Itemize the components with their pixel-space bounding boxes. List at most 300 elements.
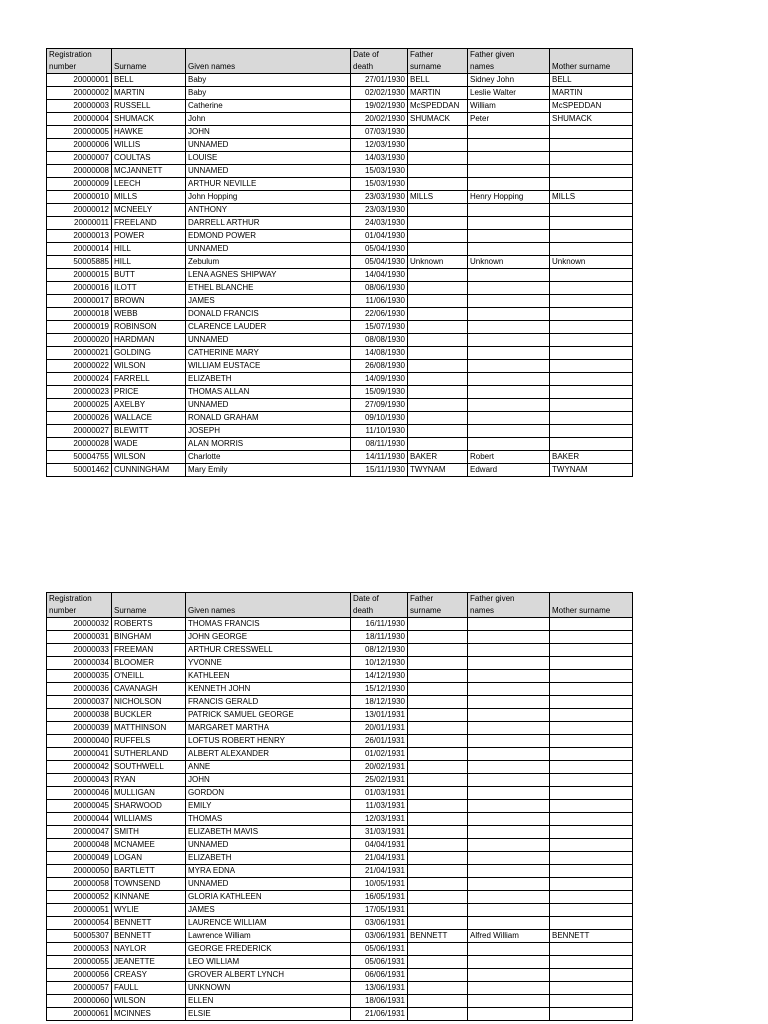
date-of-death-cell: 05/04/1930 (351, 256, 408, 269)
father-given-names-cell (468, 230, 550, 243)
registration-number-cell: 20000049 (47, 852, 112, 865)
father-given-names-cell (468, 399, 550, 412)
table-row (47, 334, 633, 347)
table-row (47, 74, 633, 87)
father-given-names-cell (468, 217, 550, 230)
father-surname-cell (408, 360, 468, 373)
mother-surname-cell (550, 748, 633, 761)
registration-number-cell: 20000012 (47, 204, 112, 217)
registration-number-cell: 20000037 (47, 696, 112, 709)
father-given-names-cell (468, 282, 550, 295)
registration-number-cell: 20000031 (47, 631, 112, 644)
given-names-cell: JOSEPH (186, 425, 351, 438)
surname-cell: KINNANE (112, 891, 186, 904)
table-row (47, 243, 633, 256)
father-surname-cell (408, 891, 468, 904)
surname-cell: FREELAND (112, 217, 186, 230)
registration-number-cell: 50005307 (47, 930, 112, 943)
registration-number-cell: 20000038 (47, 709, 112, 722)
father-given-names-cell (468, 774, 550, 787)
registration-number-cell: 20000020 (47, 334, 112, 347)
date-of-death-cell: 13/06/1931 (351, 982, 408, 995)
father-surname-cell (408, 334, 468, 347)
father-surname-cell: BENNETT (408, 930, 468, 943)
registration-number-cell: 20000055 (47, 956, 112, 969)
given-names-cell: UNKNOWN (186, 982, 351, 995)
date-of-death-cell: 09/10/1930 (351, 412, 408, 425)
date-of-death-cell: 12/03/1931 (351, 813, 408, 826)
date-of-death-cell: 14/03/1930 (351, 152, 408, 165)
father-surname-cell (408, 152, 468, 165)
father-given-names-cell: Edward (468, 464, 550, 477)
registration-number-cell: 20000015 (47, 269, 112, 282)
mother-surname-cell (550, 373, 633, 386)
surname-cell: MCNAMEE (112, 839, 186, 852)
surname-cell: SUTHERLAND (112, 748, 186, 761)
registration-number-cell: 50005885 (47, 256, 112, 269)
father-given-names-cell (468, 373, 550, 386)
date-of-death-cell: 06/06/1931 (351, 969, 408, 982)
surname-cell: CAVANAGH (112, 683, 186, 696)
registration-number-cell: 20000026 (47, 412, 112, 425)
father-given-names-cell (468, 321, 550, 334)
table-row (47, 165, 633, 178)
table-row (47, 956, 633, 969)
father-surname-cell (408, 735, 468, 748)
father-given-names-cell (468, 412, 550, 425)
table-row (47, 709, 633, 722)
surname-cell: GOLDING (112, 347, 186, 360)
father-surname-cell (408, 282, 468, 295)
header-date-of-death: Date of death (351, 49, 408, 74)
registration-number-cell: 20000023 (47, 386, 112, 399)
father-given-names-cell (468, 943, 550, 956)
surname-cell: FARRELL (112, 373, 186, 386)
registration-number-cell: 20000039 (47, 722, 112, 735)
registration-number-cell: 20000018 (47, 308, 112, 321)
table-row (47, 644, 633, 657)
header-father-surname: Father surname (408, 593, 468, 618)
table-row (47, 230, 633, 243)
surname-cell: HILL (112, 256, 186, 269)
date-of-death-cell: 14/09/1930 (351, 373, 408, 386)
father-given-names-cell (468, 295, 550, 308)
father-surname-cell: SHUMACK (408, 113, 468, 126)
given-names-cell: Baby (186, 74, 351, 87)
header-mother-surname: Mother surname (550, 49, 633, 74)
table-row (47, 683, 633, 696)
registration-number-cell: 20000056 (47, 969, 112, 982)
given-names-cell: THOMAS ALLAN (186, 386, 351, 399)
surname-cell: LOGAN (112, 852, 186, 865)
surname-cell: MCINNES (112, 1008, 186, 1021)
surname-cell: CUNNINGHAM (112, 464, 186, 477)
father-surname-cell: MILLS (408, 191, 468, 204)
registration-number-cell: 20000017 (47, 295, 112, 308)
registration-number-cell: 20000054 (47, 917, 112, 930)
date-of-death-cell: 04/04/1931 (351, 839, 408, 852)
date-of-death-cell: 18/06/1931 (351, 995, 408, 1008)
father-given-names-cell: Leslie Walter (468, 87, 550, 100)
mother-surname-cell (550, 425, 633, 438)
father-given-names-cell (468, 891, 550, 904)
registration-number-cell: 20000044 (47, 813, 112, 826)
surname-cell: MULLIGAN (112, 787, 186, 800)
surname-cell: RYAN (112, 774, 186, 787)
father-given-names-cell (468, 139, 550, 152)
surname-cell: SMITH (112, 826, 186, 839)
given-names-cell: ANNE (186, 761, 351, 774)
father-surname-cell (408, 1008, 468, 1021)
table-row (47, 982, 633, 995)
mother-surname-cell (550, 230, 633, 243)
father-given-names-cell (468, 631, 550, 644)
date-of-death-cell: 14/11/1930 (351, 451, 408, 464)
mother-surname-cell (550, 243, 633, 256)
surname-cell: HAWKE (112, 126, 186, 139)
registration-number-cell: 20000011 (47, 217, 112, 230)
father-given-names-cell (468, 904, 550, 917)
given-names-cell: Baby (186, 87, 351, 100)
surname-cell: HILL (112, 243, 186, 256)
table-header (47, 49, 633, 74)
date-of-death-cell: 31/03/1931 (351, 826, 408, 839)
mother-surname-cell (550, 321, 633, 334)
father-given-names-cell (468, 826, 550, 839)
mother-surname-cell: TWYNAM (550, 464, 633, 477)
father-given-names-cell (468, 709, 550, 722)
date-of-death-cell: 18/12/1930 (351, 696, 408, 709)
surname-cell: LEECH (112, 178, 186, 191)
father-surname-cell (408, 308, 468, 321)
table-row (47, 438, 633, 451)
surname-cell: NICHOLSON (112, 696, 186, 709)
surname-cell: WILLIS (112, 139, 186, 152)
surname-cell: WYLIE (112, 904, 186, 917)
table-row (47, 451, 633, 464)
mother-surname-cell (550, 399, 633, 412)
mother-surname-cell (550, 618, 633, 631)
father-surname-cell (408, 826, 468, 839)
given-names-cell: KENNETH JOHN (186, 683, 351, 696)
table-row (47, 865, 633, 878)
table-row (47, 826, 633, 839)
mother-surname-cell (550, 696, 633, 709)
registration-number-cell: 20000021 (47, 347, 112, 360)
father-surname-cell (408, 709, 468, 722)
date-of-death-cell: 13/01/1931 (351, 709, 408, 722)
surname-cell: BUTT (112, 269, 186, 282)
father-given-names-cell (468, 152, 550, 165)
date-of-death-cell: 27/01/1930 (351, 74, 408, 87)
father-surname-cell (408, 787, 468, 800)
table-row (47, 386, 633, 399)
father-surname-cell (408, 943, 468, 956)
registration-number-cell: 20000052 (47, 891, 112, 904)
father-given-names-cell (468, 425, 550, 438)
table-row (47, 282, 633, 295)
date-of-death-cell: 23/03/1930 (351, 191, 408, 204)
table-row (47, 464, 633, 477)
mother-surname-cell (550, 1008, 633, 1021)
table-row (47, 139, 633, 152)
date-of-death-cell: 14/08/1930 (351, 347, 408, 360)
registration-number-cell: 20000061 (47, 1008, 112, 1021)
surname-cell: WILLIAMS (112, 813, 186, 826)
mother-surname-cell (550, 722, 633, 735)
father-surname-cell (408, 412, 468, 425)
registration-number-cell: 20000008 (47, 165, 112, 178)
given-names-cell: DONALD FRANCIS (186, 308, 351, 321)
mother-surname-cell (550, 657, 633, 670)
father-given-names-cell (468, 917, 550, 930)
father-surname-cell (408, 917, 468, 930)
date-of-death-cell: 16/11/1930 (351, 618, 408, 631)
table-row (47, 373, 633, 386)
surname-cell: BENNETT (112, 917, 186, 930)
header-registration-number: Registration number (47, 49, 112, 74)
father-given-names-cell (468, 839, 550, 852)
registration-number-cell: 20000042 (47, 761, 112, 774)
given-names-cell: ANTHONY (186, 204, 351, 217)
surname-cell: WEBB (112, 308, 186, 321)
father-given-names-cell: Peter (468, 113, 550, 126)
mother-surname-cell (550, 165, 633, 178)
table-row (47, 839, 633, 852)
header-given-names: Given names (186, 49, 351, 74)
father-given-names-cell (468, 126, 550, 139)
father-given-names-cell (468, 878, 550, 891)
father-given-names-cell (468, 969, 550, 982)
given-names-cell: MARGARET MARTHA (186, 722, 351, 735)
mother-surname-cell (550, 683, 633, 696)
mother-surname-cell (550, 826, 633, 839)
father-given-names-cell (468, 696, 550, 709)
given-names-cell: GROVER ALBERT LYNCH (186, 969, 351, 982)
date-of-death-cell: 15/09/1930 (351, 386, 408, 399)
mother-surname-cell (550, 982, 633, 995)
mother-surname-cell (550, 178, 633, 191)
given-names-cell: ELIZABETH MAVIS (186, 826, 351, 839)
registration-number-cell: 20000058 (47, 878, 112, 891)
given-names-cell: UNNAMED (186, 839, 351, 852)
mother-surname-cell (550, 917, 633, 930)
registration-number-cell: 20000035 (47, 670, 112, 683)
date-of-death-cell: 07/03/1930 (351, 126, 408, 139)
date-of-death-cell: 11/06/1930 (351, 295, 408, 308)
father-given-names-cell: William (468, 100, 550, 113)
mother-surname-cell (550, 269, 633, 282)
father-surname-cell (408, 982, 468, 995)
mother-surname-cell: BENNETT (550, 930, 633, 943)
mother-surname-cell (550, 956, 633, 969)
father-surname-cell (408, 438, 468, 451)
table-row (47, 321, 633, 334)
table-row (47, 878, 633, 891)
surname-cell: CREASY (112, 969, 186, 982)
registration-number-cell: 20000057 (47, 982, 112, 995)
given-names-cell: ELIZABETH (186, 373, 351, 386)
mother-surname-cell (550, 761, 633, 774)
date-of-death-cell: 25/02/1931 (351, 774, 408, 787)
date-of-death-cell: 21/04/1931 (351, 852, 408, 865)
father-surname-cell (408, 670, 468, 683)
registration-number-cell: 20000053 (47, 943, 112, 956)
father-given-names-cell (468, 787, 550, 800)
surname-cell: MILLS (112, 191, 186, 204)
father-surname-cell (408, 217, 468, 230)
registration-number-cell: 20000046 (47, 787, 112, 800)
registration-number-cell: 20000001 (47, 74, 112, 87)
father-given-names-cell: Unknown (468, 256, 550, 269)
mother-surname-cell (550, 865, 633, 878)
registration-number-cell: 50001462 (47, 464, 112, 477)
given-names-cell: UNNAMED (186, 165, 351, 178)
registration-number-cell: 20000005 (47, 126, 112, 139)
table-row (47, 761, 633, 774)
mother-surname-cell (550, 295, 633, 308)
given-names-cell: CLARENCE LAUDER (186, 321, 351, 334)
table-row (47, 735, 633, 748)
mother-surname-cell (550, 787, 633, 800)
mother-surname-cell (550, 800, 633, 813)
registration-number-cell: 20000050 (47, 865, 112, 878)
header-mother-surname: Mother surname (550, 593, 633, 618)
father-surname-cell: Unknown (408, 256, 468, 269)
surname-cell: POWER (112, 230, 186, 243)
father-surname-cell (408, 618, 468, 631)
father-surname-cell (408, 178, 468, 191)
surname-cell: BUCKLER (112, 709, 186, 722)
surname-cell: WILSON (112, 995, 186, 1008)
surname-cell: ROBERTS (112, 618, 186, 631)
registration-number-cell: 20000045 (47, 800, 112, 813)
mother-surname-cell (550, 943, 633, 956)
given-names-cell: LENA AGNES SHIPWAY (186, 269, 351, 282)
father-surname-cell (408, 722, 468, 735)
given-names-cell: ELIZABETH (186, 852, 351, 865)
father-given-names-cell (468, 618, 550, 631)
date-of-death-cell: 03/06/1931 (351, 930, 408, 943)
given-names-cell: DARRELL ARTHUR (186, 217, 351, 230)
registration-number-cell: 20000048 (47, 839, 112, 852)
father-surname-cell (408, 399, 468, 412)
father-given-names-cell (468, 243, 550, 256)
registration-number-cell: 20000013 (47, 230, 112, 243)
father-given-names-cell (468, 683, 550, 696)
table-row (47, 178, 633, 191)
father-surname-cell (408, 321, 468, 334)
surname-cell: WILSON (112, 360, 186, 373)
father-given-names-cell (468, 178, 550, 191)
given-names-cell: EDMOND POWER (186, 230, 351, 243)
table-row (47, 631, 633, 644)
given-names-cell: THOMAS (186, 813, 351, 826)
father-surname-cell: MARTIN (408, 87, 468, 100)
date-of-death-cell: 20/01/1931 (351, 722, 408, 735)
father-surname-cell (408, 995, 468, 1008)
registration-number-cell: 20000032 (47, 618, 112, 631)
given-names-cell: ALAN MORRIS (186, 438, 351, 451)
given-names-cell: ARTHUR CRESSWELL (186, 644, 351, 657)
date-of-death-cell: 12/03/1930 (351, 139, 408, 152)
father-given-names-cell: Sidney John (468, 74, 550, 87)
mother-surname-cell (550, 360, 633, 373)
father-surname-cell (408, 865, 468, 878)
surname-cell: HARDMAN (112, 334, 186, 347)
mother-surname-cell (550, 670, 633, 683)
father-given-names-cell (468, 657, 550, 670)
registration-number-cell: 20000040 (47, 735, 112, 748)
given-names-cell: LOFTUS ROBERT HENRY (186, 735, 351, 748)
given-names-cell: CATHERINE MARY (186, 347, 351, 360)
surname-cell: O'NEILL (112, 670, 186, 683)
registration-number-cell: 20000022 (47, 360, 112, 373)
father-given-names-cell (468, 165, 550, 178)
registration-table-1 (46, 48, 633, 477)
table-row (47, 696, 633, 709)
father-surname-cell (408, 852, 468, 865)
surname-cell: RUSSELL (112, 100, 186, 113)
header-surname: Surname (112, 49, 186, 74)
date-of-death-cell: 21/04/1931 (351, 865, 408, 878)
registration-number-cell: 20000007 (47, 152, 112, 165)
given-names-cell: LAURENCE WILLIAM (186, 917, 351, 930)
table-row (47, 748, 633, 761)
father-surname-cell (408, 800, 468, 813)
given-names-cell: RONALD GRAHAM (186, 412, 351, 425)
father-surname-cell (408, 657, 468, 670)
father-given-names-cell (468, 386, 550, 399)
mother-surname-cell: BELL (550, 74, 633, 87)
given-names-cell: ALBERT ALEXANDER (186, 748, 351, 761)
table-row (47, 347, 633, 360)
surname-cell: WADE (112, 438, 186, 451)
mother-surname-cell (550, 217, 633, 230)
date-of-death-cell: 15/07/1930 (351, 321, 408, 334)
registration-number-cell: 20000014 (47, 243, 112, 256)
father-surname-cell (408, 683, 468, 696)
mother-surname-cell: McSPEDDAN (550, 100, 633, 113)
registration-number-cell: 20000027 (47, 425, 112, 438)
father-given-names-cell (468, 360, 550, 373)
date-of-death-cell: 20/02/1931 (351, 761, 408, 774)
given-names-cell: Catherine (186, 100, 351, 113)
given-names-cell: ELLEN (186, 995, 351, 1008)
surname-cell: BINGHAM (112, 631, 186, 644)
given-names-cell: THOMAS FRANCIS (186, 618, 351, 631)
surname-cell: BROWN (112, 295, 186, 308)
mother-surname-cell: MILLS (550, 191, 633, 204)
mother-surname-cell: Unknown (550, 256, 633, 269)
father-surname-cell (408, 269, 468, 282)
father-surname-cell: BAKER (408, 451, 468, 464)
surname-cell: AXELBY (112, 399, 186, 412)
date-of-death-cell: 01/02/1931 (351, 748, 408, 761)
mother-surname-cell (550, 813, 633, 826)
table-row (47, 256, 633, 269)
father-surname-cell (408, 956, 468, 969)
father-given-names-cell (468, 813, 550, 826)
registration-number-cell: 20000028 (47, 438, 112, 451)
mother-surname-cell (550, 904, 633, 917)
header-registration-number: Registration number (47, 593, 112, 618)
given-names-cell: JOHN (186, 774, 351, 787)
father-surname-cell (408, 373, 468, 386)
father-surname-cell (408, 813, 468, 826)
surname-cell: ROBINSON (112, 321, 186, 334)
table-row (47, 917, 633, 930)
